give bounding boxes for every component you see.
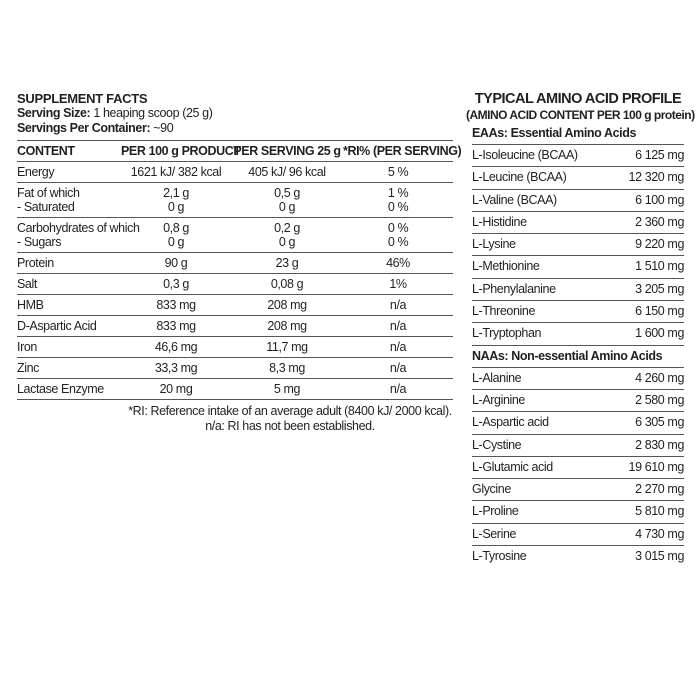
amino-acid-name: L-Glutamic acid xyxy=(472,459,553,474)
amino-acid-row xyxy=(472,279,684,301)
amino-acid-row xyxy=(472,301,684,323)
amino-acid-value: 6 150 mg xyxy=(635,304,684,319)
amino-acid-name: L-Methionine xyxy=(472,259,540,274)
table-row xyxy=(17,218,453,253)
amino-acid-name: L-Leucine (BCAA) xyxy=(472,170,567,185)
serving-size-label: Serving Size: xyxy=(17,106,91,120)
amino-acid-name: L-Phenylalanine xyxy=(472,281,556,296)
ri-percent-value: n/a xyxy=(389,340,407,354)
per-serving-value: 208 mg xyxy=(267,298,307,312)
ri-percent-value-cell xyxy=(343,316,453,337)
ri-percent-value-cell xyxy=(343,295,453,316)
amino-acid-value: 6 125 mg xyxy=(635,148,684,162)
nutrient-name-cell xyxy=(17,337,121,358)
supplement-facts-panel xyxy=(17,91,462,434)
ri-percent-value-cell xyxy=(343,218,453,253)
table-row xyxy=(17,337,453,358)
per-serving-value-cell xyxy=(231,274,343,295)
serving-size-value: 1 heaping scoop (25 g) xyxy=(90,106,213,120)
amino-acid-value: 1 510 mg xyxy=(635,259,684,274)
amino-acid-row xyxy=(472,435,684,457)
amino-acid-value: 4 730 mg xyxy=(635,526,684,541)
table-row xyxy=(17,162,453,183)
amino-acid-name: L-Aspartic acid xyxy=(472,415,549,430)
per-100g-value: 833 mg xyxy=(156,319,196,333)
nutrient-name: Salt xyxy=(17,277,37,291)
per-serving-value-cell xyxy=(231,358,343,379)
per-100g-value-cell xyxy=(121,379,231,400)
ri-percent-value: 0 % xyxy=(387,200,409,214)
nutrient-name: HMB xyxy=(17,298,44,312)
table-row xyxy=(17,274,453,295)
amino-acid-name: L-Isoleucine (BCAA) xyxy=(472,148,578,162)
nutrient-name: Energy xyxy=(17,165,55,179)
ri-percent-value-cell xyxy=(343,274,453,295)
nutrient-name: Iron xyxy=(17,340,37,354)
per-100g-value-cell xyxy=(121,316,231,337)
per-100g-value: 33,3 mg xyxy=(154,361,198,375)
amino-acid-value: 2 830 mg xyxy=(635,437,684,452)
column-header-content: CONTENT xyxy=(17,141,121,162)
amino-acid-name: L-Tryptophan xyxy=(472,326,542,341)
per-100g-value-cell xyxy=(121,358,231,379)
ri-percent-value-cell xyxy=(343,162,453,183)
nutrient-name: Lactase Enzyme xyxy=(17,382,104,396)
amino-acid-name: Glycine xyxy=(472,482,511,497)
per-100g-value-cell xyxy=(121,274,231,295)
per-100g-value-cell xyxy=(121,253,231,274)
table-row xyxy=(17,183,453,218)
per-serving-value: 11,7 mg xyxy=(266,340,308,354)
ri-percent-value: 0 % xyxy=(387,221,409,235)
amino-acid-value: 6 100 mg xyxy=(635,192,684,207)
amino-group-heading: NAAs: Non-essential Amino Acids xyxy=(472,346,684,368)
table-row xyxy=(17,316,453,337)
servings-per-container xyxy=(17,121,453,136)
per-serving-value-cell xyxy=(231,218,343,253)
nutrient-name: Protein xyxy=(17,256,54,270)
per-serving-value: 0,2 g xyxy=(274,221,300,235)
nutrient-name-cell xyxy=(17,218,140,253)
amino-acid-value: 2 580 mg xyxy=(635,392,684,407)
amino-acid-row xyxy=(472,390,684,412)
table-row xyxy=(17,379,453,400)
table-row xyxy=(17,253,453,274)
nutrient-name: - Sugars xyxy=(17,235,62,249)
ri-percent-value-cell xyxy=(343,358,453,379)
per-100g-value: 20 mg xyxy=(159,382,193,396)
ri-percent-value-cell xyxy=(343,253,453,274)
per-serving-value: 0,5 g xyxy=(274,186,300,200)
nutrient-name-cell xyxy=(17,274,121,295)
serving-size xyxy=(17,106,453,121)
ri-percent-value: n/a xyxy=(389,382,407,396)
amino-acid-row xyxy=(472,323,684,345)
ri-percent-value: n/a xyxy=(389,319,407,333)
table-row xyxy=(17,358,453,379)
amino-acid-name: L-Tyrosine xyxy=(472,549,527,564)
amino-acid-name: L-Alanine xyxy=(472,370,522,385)
per-serving-value-cell xyxy=(231,316,343,337)
per-100g-value: 0,8 g xyxy=(163,221,189,235)
ri-percent-value: 46% xyxy=(386,256,410,270)
amino-acid-name: L-Lysine xyxy=(472,237,516,252)
nutrient-name: D-Aspartic Acid xyxy=(17,319,97,333)
per-serving-value-cell xyxy=(231,183,343,218)
amino-acid-row xyxy=(472,546,684,567)
amino-acid-value: 3 015 mg xyxy=(635,549,684,564)
per-serving-value: 8,3 mg xyxy=(269,361,305,375)
amino-acid-row xyxy=(472,167,684,189)
nutrient-name-cell xyxy=(17,379,121,400)
amino-acid-name: L-Serine xyxy=(472,526,517,541)
amino-acid-row xyxy=(472,368,684,390)
per-serving-value: 0,08 g xyxy=(270,277,304,291)
table-header-row xyxy=(17,141,453,162)
amino-acid-name: L-Proline xyxy=(472,504,519,519)
ri-percent-value-cell xyxy=(343,337,453,358)
amino-acid-row xyxy=(472,501,684,523)
nutrient-name-cell xyxy=(17,316,121,337)
nutrient-name: - Saturated xyxy=(17,200,75,214)
amino-acid-name: L-Cystine xyxy=(472,437,522,452)
per-100g-value: 1621 kJ/ 382 kcal xyxy=(130,165,222,179)
nutrient-name-cell xyxy=(17,162,121,183)
amino-acid-value: 19 610 mg xyxy=(628,459,684,474)
ri-percent-value: n/a xyxy=(389,298,407,312)
per-serving-value: 405 kJ/ 96 kcal xyxy=(248,165,326,179)
per-serving-value-cell xyxy=(231,337,343,358)
per-100g-value: 2,1 g xyxy=(163,186,189,200)
amino-acid-value: 1 600 mg xyxy=(635,326,684,341)
amino-group-heading: EAAs: Essential Amino Acids xyxy=(472,123,684,145)
per-serving-value: 5 mg xyxy=(273,382,301,396)
column-header-per-serving: PER SERVING 25 g xyxy=(231,141,343,162)
ri-percent-value: 5 % xyxy=(387,165,409,179)
nutrient-name-cell xyxy=(17,183,121,218)
table-row xyxy=(17,295,453,316)
amino-acid-list xyxy=(472,123,684,567)
amino-acid-row xyxy=(472,234,684,256)
ri-percent-value-cell xyxy=(343,379,453,400)
amino-acid-row xyxy=(472,190,684,212)
amino-acid-value: 6 305 mg xyxy=(635,415,684,430)
nutrient-name: Carbohydrates of which xyxy=(17,221,140,235)
supplement-facts-table xyxy=(17,140,462,400)
amino-acid-name: L-Histidine xyxy=(472,214,527,229)
amino-acid-value: 4 260 mg xyxy=(635,370,684,385)
servings-per-container-label: Servings Per Container: xyxy=(17,121,151,135)
amino-acid-row xyxy=(472,412,684,434)
amino-acid-value: 9 220 mg xyxy=(635,237,684,252)
ri-percent-value-cell xyxy=(343,183,453,218)
per-serving-value: 0 g xyxy=(278,200,296,214)
per-100g-value-cell xyxy=(121,183,231,218)
amino-acid-row xyxy=(472,524,684,546)
ri-percent-value: 1% xyxy=(389,277,407,291)
per-serving-value: 0 g xyxy=(278,235,296,249)
amino-acid-profile-panel xyxy=(466,91,695,567)
amino-acid-name: L-Valine (BCAA) xyxy=(472,192,557,207)
per-100g-value: 90 g xyxy=(164,256,188,270)
ri-percent-value: n/a xyxy=(389,361,407,375)
amino-acid-row xyxy=(472,145,684,167)
nutrient-name-cell xyxy=(17,295,121,316)
amino-profile-title: TYPICAL AMINO ACID PROFILE xyxy=(474,91,682,107)
footnote-na: n/a: RI has not been established. xyxy=(205,419,375,433)
ri-percent-value: 0 % xyxy=(387,235,409,249)
per-100g-value: 46,6 mg xyxy=(154,340,198,354)
per-serving-value: 23 g xyxy=(275,256,299,270)
amino-acid-value: 12 320 mg xyxy=(628,170,684,185)
per-100g-value-cell xyxy=(121,295,231,316)
per-100g-value: 833 mg xyxy=(156,298,196,312)
per-100g-value: 0 g xyxy=(167,200,185,214)
column-header-ri: *RI% (PER SERVING) xyxy=(343,141,453,162)
per-serving-value: 208 mg xyxy=(267,319,307,333)
amino-acid-row xyxy=(472,479,684,501)
nutrient-name-cell xyxy=(17,253,121,274)
per-100g-value-cell xyxy=(121,162,231,183)
supplement-facts-title: SUPPLEMENT FACTS xyxy=(17,91,148,106)
amino-acid-value: 2 360 mg xyxy=(635,214,684,229)
servings-per-container-value: ~90 xyxy=(150,121,174,135)
amino-acid-value: 5 810 mg xyxy=(635,504,684,519)
amino-acid-row xyxy=(472,212,684,234)
per-serving-value-cell xyxy=(231,162,343,183)
amino-acid-value: 3 205 mg xyxy=(635,281,684,296)
amino-acid-name: L-Threonine xyxy=(472,304,536,319)
ri-percent-value: 1 % xyxy=(387,186,409,200)
amino-acid-row xyxy=(472,457,684,479)
amino-acid-name: L-Arginine xyxy=(472,392,525,407)
footnote-ri: *RI: Reference intake of an average adult (8400 kJ/ 2000 kcal). xyxy=(128,404,452,418)
per-100g-value: 0,3 g xyxy=(163,277,189,291)
nutrient-name: Zinc xyxy=(17,361,40,375)
per-100g-value-cell xyxy=(121,337,231,358)
per-serving-value-cell xyxy=(231,253,343,274)
footnotes xyxy=(17,404,453,434)
nutrient-name: Fat of which xyxy=(17,186,80,200)
amino-acid-value: 2 270 mg xyxy=(635,482,684,497)
per-serving-value-cell xyxy=(231,379,343,400)
per-serving-value-cell xyxy=(231,295,343,316)
nutrient-name-cell xyxy=(17,358,121,379)
amino-profile-subtitle: (AMINO ACID CONTENT PER 100 g protein) xyxy=(466,108,695,122)
amino-acid-row xyxy=(472,256,684,278)
per-100g-value: 0 g xyxy=(167,235,185,249)
column-header-per-100g: PER 100 g PRODUCT xyxy=(121,141,231,162)
